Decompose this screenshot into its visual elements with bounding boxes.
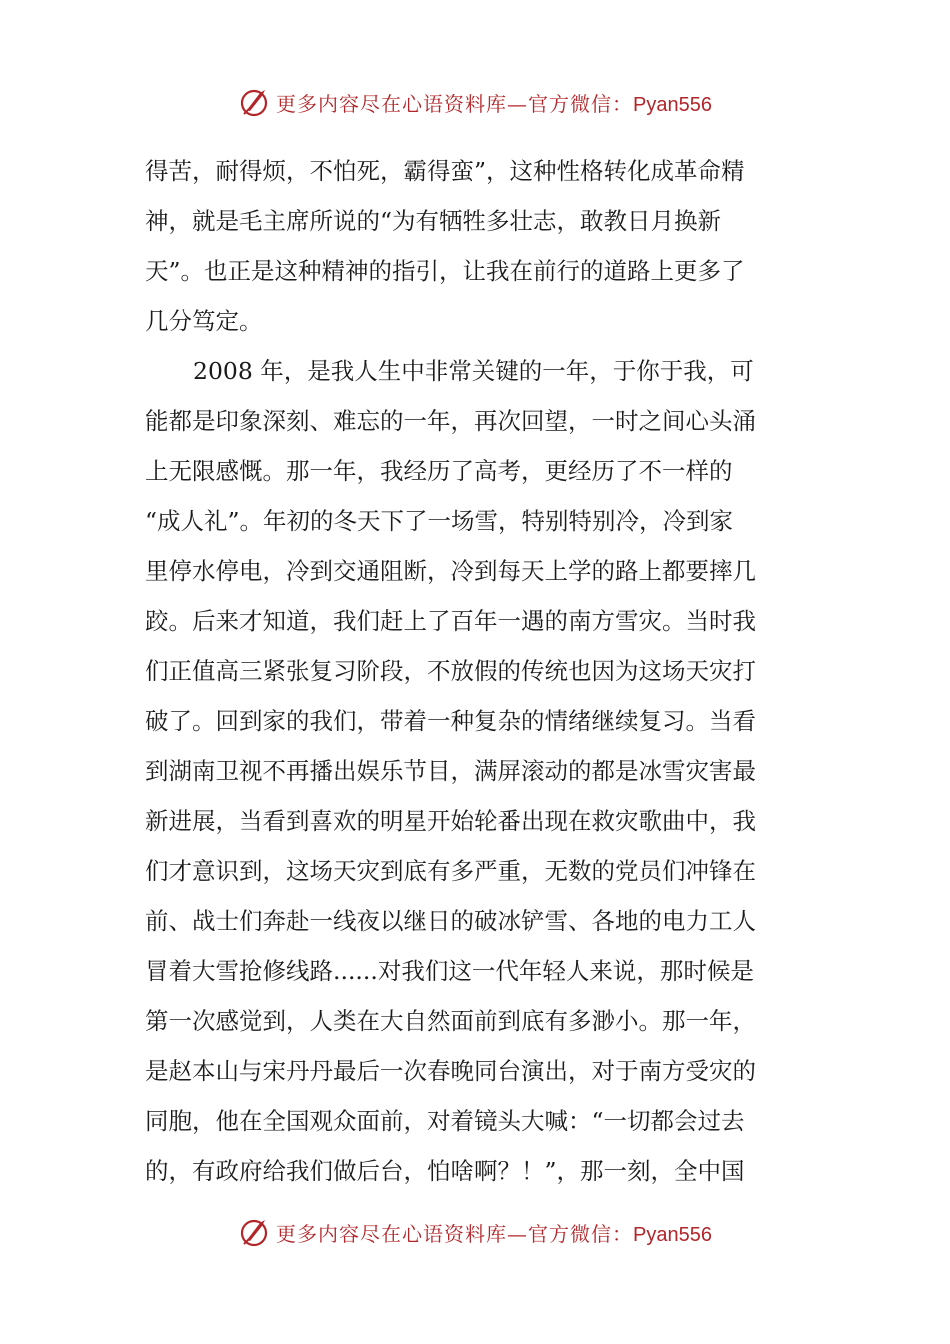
watermark-text: 更多内容尽在心语资料库—官方微信：Pyan556: [276, 1221, 712, 1246]
text-line: 能都是印象深刻、难忘的一年，再次回望，一时之间心头涌: [145, 407, 756, 435]
text-line: 第一次感觉到，人类在大自然面前到底有多渺小。那一年，: [145, 1007, 756, 1035]
text-line: 天”。也正是这种精神的指引，让我在前行的道路上更多了: [145, 257, 745, 285]
text-line: 上无限感慨。那一年，我经历了高考，更经历了不一样的: [145, 457, 733, 485]
text-line: 前、战士们奔赴一线夜以继日的破冰铲雪、各地的电力工人: [145, 907, 756, 935]
paragraph-1: [145, 146, 810, 346]
quill-logo-icon: [238, 85, 272, 119]
text-line: 跤。后来才知道，我们赶上了百年一遇的南方雪灾。当时我: [145, 607, 756, 635]
quill-logo-icon: [238, 1215, 272, 1249]
text-line: 冒着大雪抢修线路......对我们这一代年轻人来说，那时候是: [145, 957, 754, 985]
text-line: 几分笃定。: [145, 307, 263, 335]
text-line: 们正值高三紧张复习阶段，不放假的传统也因为这场天灾打: [145, 657, 756, 685]
footer-watermark: [0, 1212, 950, 1252]
text-line: 是赵本山与宋丹丹最后一次春晚同台演出，对于南方受灾的: [145, 1057, 756, 1085]
text-line: 破了。回到家的我们，带着一种复杂的情绪继续复习。当看: [145, 707, 756, 735]
text-line: 神，就是毛主席所说的“为有牺牲多壮志，敢教日月换新: [145, 207, 722, 235]
text-line: 到湖南卫视不再播出娱乐节目，满屏滚动的都是冰雪灾害最: [145, 757, 756, 785]
text-line: 同胞，他在全国观众面前，对着镜头大喊：“一切都会过去: [145, 1107, 745, 1135]
text-line: 新进展，当看到喜欢的明星开始轮番出现在救灾歌曲中，我: [145, 807, 756, 835]
paragraph-2: [145, 346, 810, 1196]
text-line: 们才意识到，这场天灾到底有多严重，无数的党员们冲锋在: [145, 857, 756, 885]
header-watermark: [0, 82, 950, 122]
text-line: 得苦，耐得烦，不怕死，霸得蛮”，这种性格转化成革命精: [145, 157, 745, 185]
text-line: 的，有政府给我们做后台，怕啥啊？！”，那一刻，全中国: [145, 1157, 745, 1185]
text-line: “成人礼”。年初的冬天下了一场雪，特别特别冷，冷到家: [145, 507, 734, 535]
text-line: 里停水停电，冷到交通阻断，冷到每天上学的路上都要摔几: [145, 557, 756, 585]
document-body: [145, 146, 810, 1196]
text-line: 2008 年，是我人生中非常关键的一年，于你于我，可: [193, 357, 754, 385]
watermark-text: 更多内容尽在心语资料库—官方微信：Pyan556: [276, 91, 712, 116]
